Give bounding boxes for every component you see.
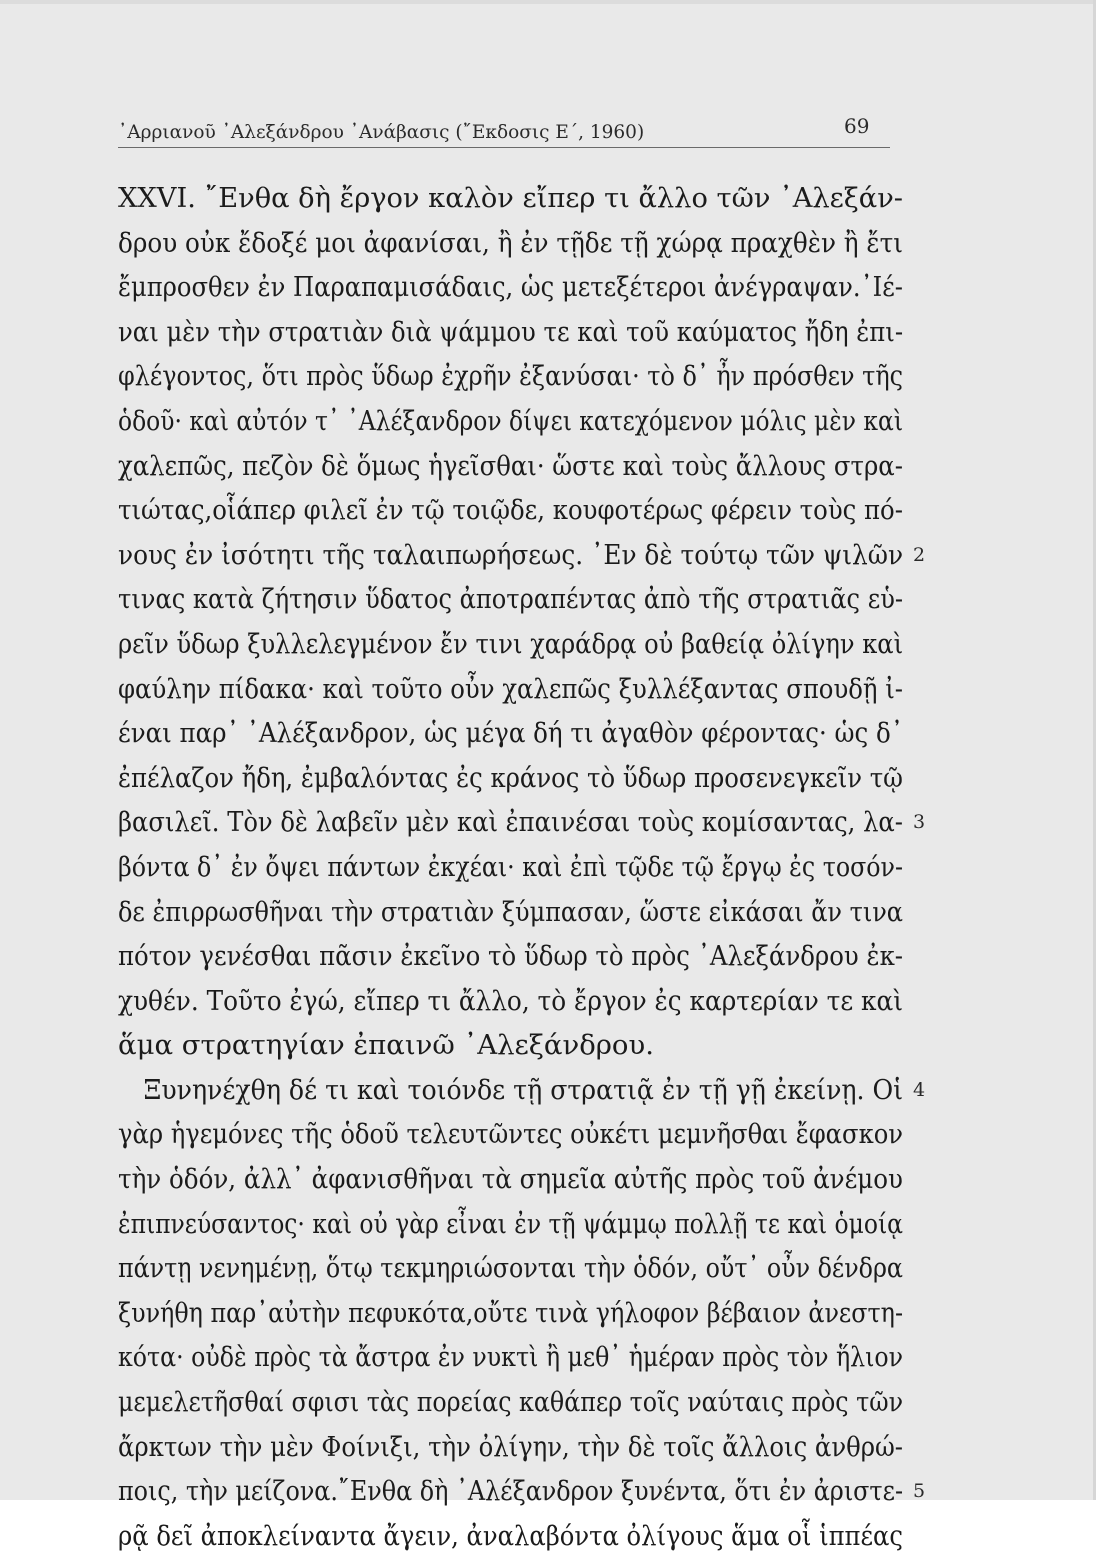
page-top-edge bbox=[0, 0, 1096, 4]
text-line bbox=[118, 1157, 948, 1202]
line-text: ἐπιπνεύσαντος· καὶ οὐ γὰρ εἶναι ἐν τῇ ψάμμῳ πολλῇ τε καὶ ὁμοίᾳ bbox=[118, 1207, 903, 1240]
line-text: έναι παρ᾿ ᾿Αλέξανδρον, ὡς μέγα δή τι ἀγαθὸν φέροντας· ὡς δ᾿ bbox=[118, 717, 904, 750]
text-line bbox=[118, 265, 948, 310]
text-line bbox=[118, 756, 948, 801]
line-text: ἐπέλαζον ἤδη, ἐμβαλόντας ἐς κράνος τὸ ὕδωρ προσενεγκεῖν τῷ bbox=[118, 761, 903, 794]
section-margin-number: 3 bbox=[913, 811, 926, 834]
line-text: τινας κατὰ ζήτησιν ὕδατος ἀποτραπέντας ἀπὸ τῆς στρατιᾶς εὑ- bbox=[118, 583, 904, 616]
line-text: μεμελετῆσθαί σφισι τὰς πορείας καθάπερ τοῖς ναύταις πρὸς τῶν bbox=[118, 1386, 904, 1419]
line-text: χαλεπῶς, πεζὸν δὲ ὅμως ἡγεῖσθαι· ὥστε καὶ τοὺς ἄλλους στρα- bbox=[118, 449, 903, 482]
text-line bbox=[118, 1425, 948, 1470]
line-text: πάντῃ νενημένῃ, ὅτῳ τεκμηριώσονται τὴν ὁδόν, οὔτ᾿ οὖν δένδρα bbox=[118, 1252, 903, 1285]
header-rule bbox=[118, 147, 890, 148]
line-text: Ξυνηνέχθη δέ τι καὶ τοιόνδε τῇ στρατιᾷ ἐν τῇ γῇ ἐκείνῃ. Οἱ bbox=[143, 1073, 903, 1106]
text-line bbox=[118, 1335, 948, 1380]
line-text: νους ἐν ἰσότητι τῆς ταλαιπωρήσεως. ᾿Εν δὲ τούτῳ τῶν ψιλῶν bbox=[118, 538, 904, 571]
page-number: 69 bbox=[844, 114, 870, 138]
text-line bbox=[118, 1023, 948, 1068]
running-title: ᾿Αρριανοῦ ᾿Αλεξάνδρου ᾿Ανάβασις (῎Εκδοσις Ε΄, 1960) bbox=[118, 122, 645, 143]
text-line bbox=[118, 1514, 948, 1558]
text-line bbox=[118, 1380, 948, 1425]
line-text: ἔμπροσθεν ἐν Παραπαμισάδαις, ὡς μετεξέτεροι ἀνέγραψαν.᾿Ιέ- bbox=[118, 271, 903, 304]
text-line bbox=[118, 354, 948, 399]
line-text: ξυνήθη παρ᾿αὐτὴν πεφυκότα,οὔτε τινὰ γήλοφον βέβαιον ἀνεστη- bbox=[118, 1296, 903, 1329]
line-text: ποις, τὴν μείζονα.῎Ενθα δὴ ᾿Αλέξανδρον ξυνέντα, ὅτι ἐν ἀριστε- bbox=[118, 1475, 904, 1508]
line-text: βασιλεῖ. Τὸν δὲ λαβεῖν μὲν καὶ ἐπαινέσαι τοὺς κομίσαντας, λα- bbox=[118, 806, 903, 839]
line-text: ναι μὲν τὴν στρατιὰν διὰ ψάμμου τε καὶ τοῦ καύματος ἤδη ἐπι- bbox=[118, 315, 904, 348]
text-line bbox=[118, 1246, 948, 1291]
line-text: χυθέν. Τοῦτο ἐγώ, εἴπερ τι ἄλλο, τὸ ἔργον ἐς καρτερίαν τε καὶ bbox=[118, 984, 903, 1017]
text-line bbox=[118, 800, 948, 845]
line-text: ρεῖν ὕδωρ ξυλλελεγμένον ἔν τινι χαράδρᾳ οὐ βαθείᾳ ὀλίγην καὶ bbox=[118, 627, 904, 660]
line-text: φλέγοντος, ὅτι πρὸς ὕδωρ ἐχρῆν ἐξανύσαι· τὸ δ᾿ ἦν πρόσθεν τῆς bbox=[118, 360, 904, 393]
text-line bbox=[118, 979, 948, 1024]
line-text: δε ἐπιρρωσθῆναι τὴν στρατιὰν ξύμπασαν, ὥστε εἰκάσαι ἄν τινα bbox=[118, 895, 903, 928]
text-line bbox=[118, 667, 948, 712]
line-text: τὴν ὁδόν, ἀλλ᾿ ἀφανισθῆναι τὰ σημεῖα αὐτῆς πρὸς τοῦ ἀνέμου bbox=[118, 1163, 903, 1196]
line-text: φαύλην πίδακα· καὶ τοῦτο οὖν χαλεπῶς ξυλλέξαντας σπουδῇ ἰ- bbox=[118, 672, 903, 705]
running-head bbox=[118, 114, 908, 148]
line-text: δρου οὐκ ἔδοξέ μοι ἀφανίσαι, ἢ ἐν τῇδε τῇ χώρᾳ πραχθὲν ἢ ἔτι bbox=[118, 226, 903, 259]
section-margin-number: 5 bbox=[913, 1480, 926, 1503]
text-line bbox=[118, 845, 948, 890]
text-line bbox=[118, 1112, 948, 1157]
line-text: βόντα δ᾿ ἐν ὄψει πάντων ἐκχέαι· καὶ ἐπὶ τῷδε τῷ ἔργῳ ἐς τοσόν- bbox=[118, 850, 903, 883]
text-line bbox=[118, 310, 948, 355]
text-line bbox=[118, 488, 948, 533]
line-text: XXVI. ῎Ενθα δὴ ἔργον καλὸν εἴπερ τι ἄλλο τῶν ᾿Αλεξάν- bbox=[118, 182, 903, 214]
text-line bbox=[118, 934, 948, 979]
line-text: πότον γενέσθαι πᾶσιν ἐκεῖνο τὸ ὕδωρ τὸ πρὸς ᾿Αλεξάνδρου ἐκ- bbox=[118, 940, 904, 973]
text-line bbox=[118, 533, 948, 578]
text-line bbox=[118, 622, 948, 667]
text-line bbox=[118, 221, 948, 266]
line-text: γὰρ ἡγεμόνες τῆς ὁδοῦ τελευτῶντες οὐκέτι μεμνῆσθαι ἔφασκον bbox=[118, 1118, 904, 1151]
line-text: ἄρκτων τὴν μὲν Φοίνιξι, τὴν ὀλίγην, τὴν δὲ τοῖς ἄλλοις ἀνθρώ- bbox=[118, 1430, 904, 1463]
text-line bbox=[118, 890, 948, 935]
text-line bbox=[118, 1202, 948, 1247]
section-margin-number: 2 bbox=[913, 543, 926, 566]
line-text: ρᾷ δεῖ ἀποκλείναντα ἄγειν, ἀναλαβόντα ὀλίγους ἅμα οἷ ἱππέας bbox=[118, 1519, 903, 1552]
text-line bbox=[118, 1469, 948, 1514]
text-line bbox=[118, 176, 948, 221]
text-line bbox=[118, 399, 948, 444]
text-line bbox=[118, 1068, 948, 1113]
line-text: ὁδοῦ· καὶ αὐτόν τ᾿ ᾿Αλέξανδρον δίψει κατεχόμενον μόλις μὲν καὶ bbox=[118, 404, 904, 437]
text-line bbox=[118, 711, 948, 756]
body-text bbox=[118, 176, 948, 1558]
text-line bbox=[118, 577, 948, 622]
text-line bbox=[118, 1291, 948, 1336]
section-margin-number: 4 bbox=[913, 1078, 926, 1101]
line-text: τιώτας,οἷάπερ φιλεῖ ἐν τῷ τοιῷδε, κουφοτέρως φέρειν τοὺς πό- bbox=[118, 494, 903, 527]
text-line bbox=[118, 444, 948, 489]
line-text: κότα· οὐδὲ πρὸς τὰ ἄστρα ἐν νυκτὶ ἢ μεθ᾿ ἡμέραν πρὸς τὸν ἥλιον bbox=[118, 1341, 904, 1374]
line-text: ἅμα στρατηγίαν ἐπαινῶ ᾿Αλεξάνδρου. bbox=[118, 1029, 654, 1062]
